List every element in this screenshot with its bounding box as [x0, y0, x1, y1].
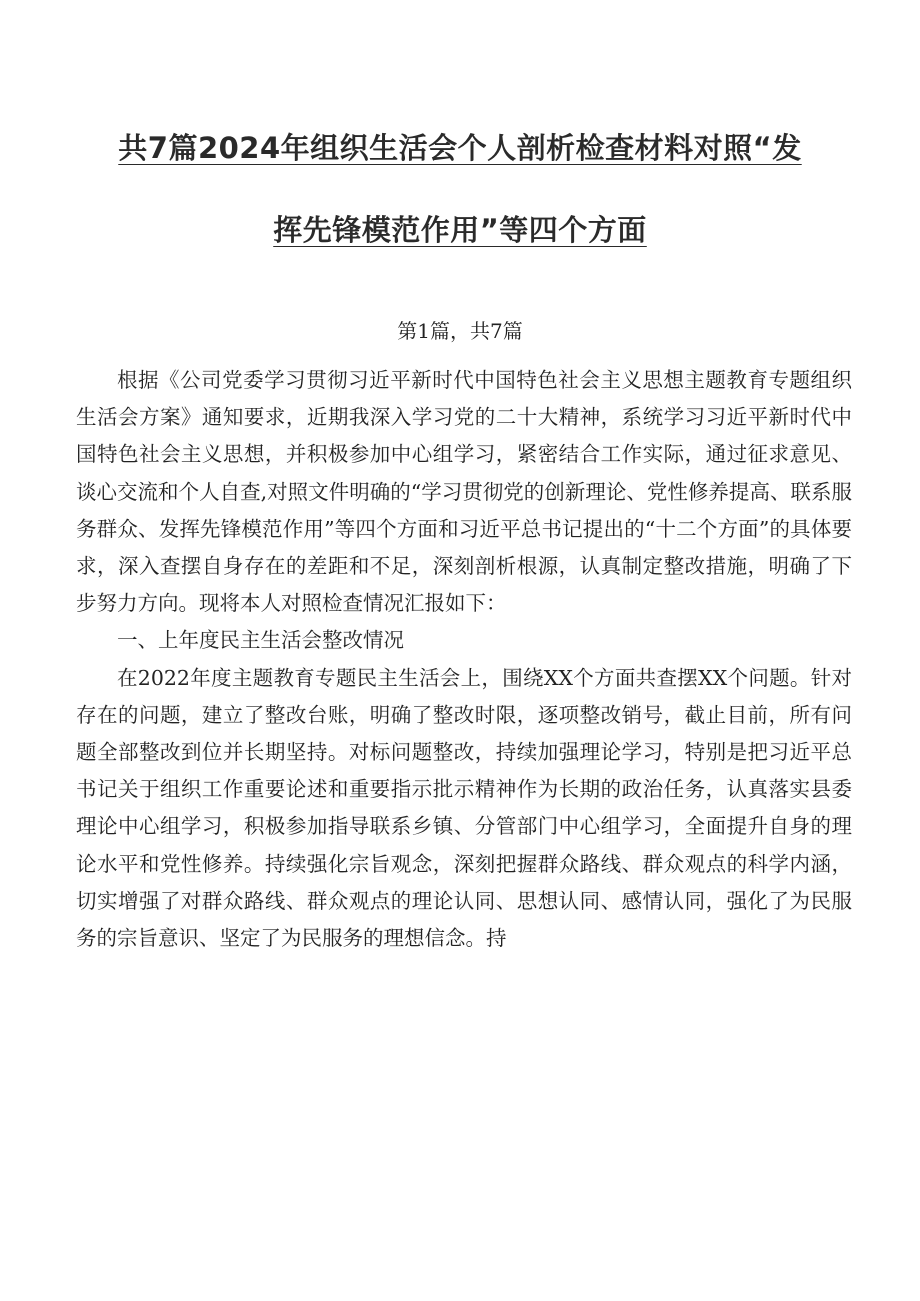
paragraph-intro: 根据《公司党委学习贯彻习近平新时代中国特色社会主义思想主题教育专题组织生活会方案》通知要求，近期我深入学习党的二十大精神，系统学习习近平新时代中国特色社会主义思想，并积极参加中心组学习，紧密结合工作实际，通过征求意见、谈心交流和个人自查,对照文件明确的“学习贯彻党的创新理论、党性修养提高、联系服务群众、发挥先锋模范作用”等四个方面和习近平总书记提出的“十二个方面”的具体要求，深入查摆自身存在的差距和不足，深刻剖析根源，认真制定整改措施，明确了下步努力方向。现将本人对照检查情况汇报如下： [76, 368, 852, 616]
document-title-line-1 [60, 128, 860, 168]
document-title-line-2 [60, 210, 860, 250]
document-subtitle: 第1篇，共7篇 [397, 319, 523, 343]
title-line-1-text: 共7篇2024年组织生活会个人剖析检查材料对照“发 [118, 131, 802, 165]
title-line-2-text: 挥先锋模范作用”等四个方面 [273, 213, 647, 247]
section-heading-1: 一、上年度民主生活会整改情况 [117, 628, 404, 653]
paragraph-section-1: 在2022年度主题教育专题民主生活会上，围绕XX个方面共查摆XX个问题。针对存在的问题，建立了整改台账，明确了整改时限，逐项整改销号，截止目前，所有问题全部整改到位并长期坚持。对标问题整改，持续加强理论学习，特别是把习近平总书记关于组织工作重要论述和重要指示批示精神作为长期的政治任务，认真落实县委理论中心组学习，积极参加指导联系乡镇、分管部门中心组学习，全面提升自身的理论水平和党性修养。持续强化宗旨观念，深刻把握群众路线、群众观点的科学内涵，切实增强了对群众路线、群众观点的理论认同、思想认同、感情认同，强化了为民服务的宗旨意识、坚定了为民服务的理想信念。持 [76, 665, 852, 951]
document-body [76, 362, 852, 957]
